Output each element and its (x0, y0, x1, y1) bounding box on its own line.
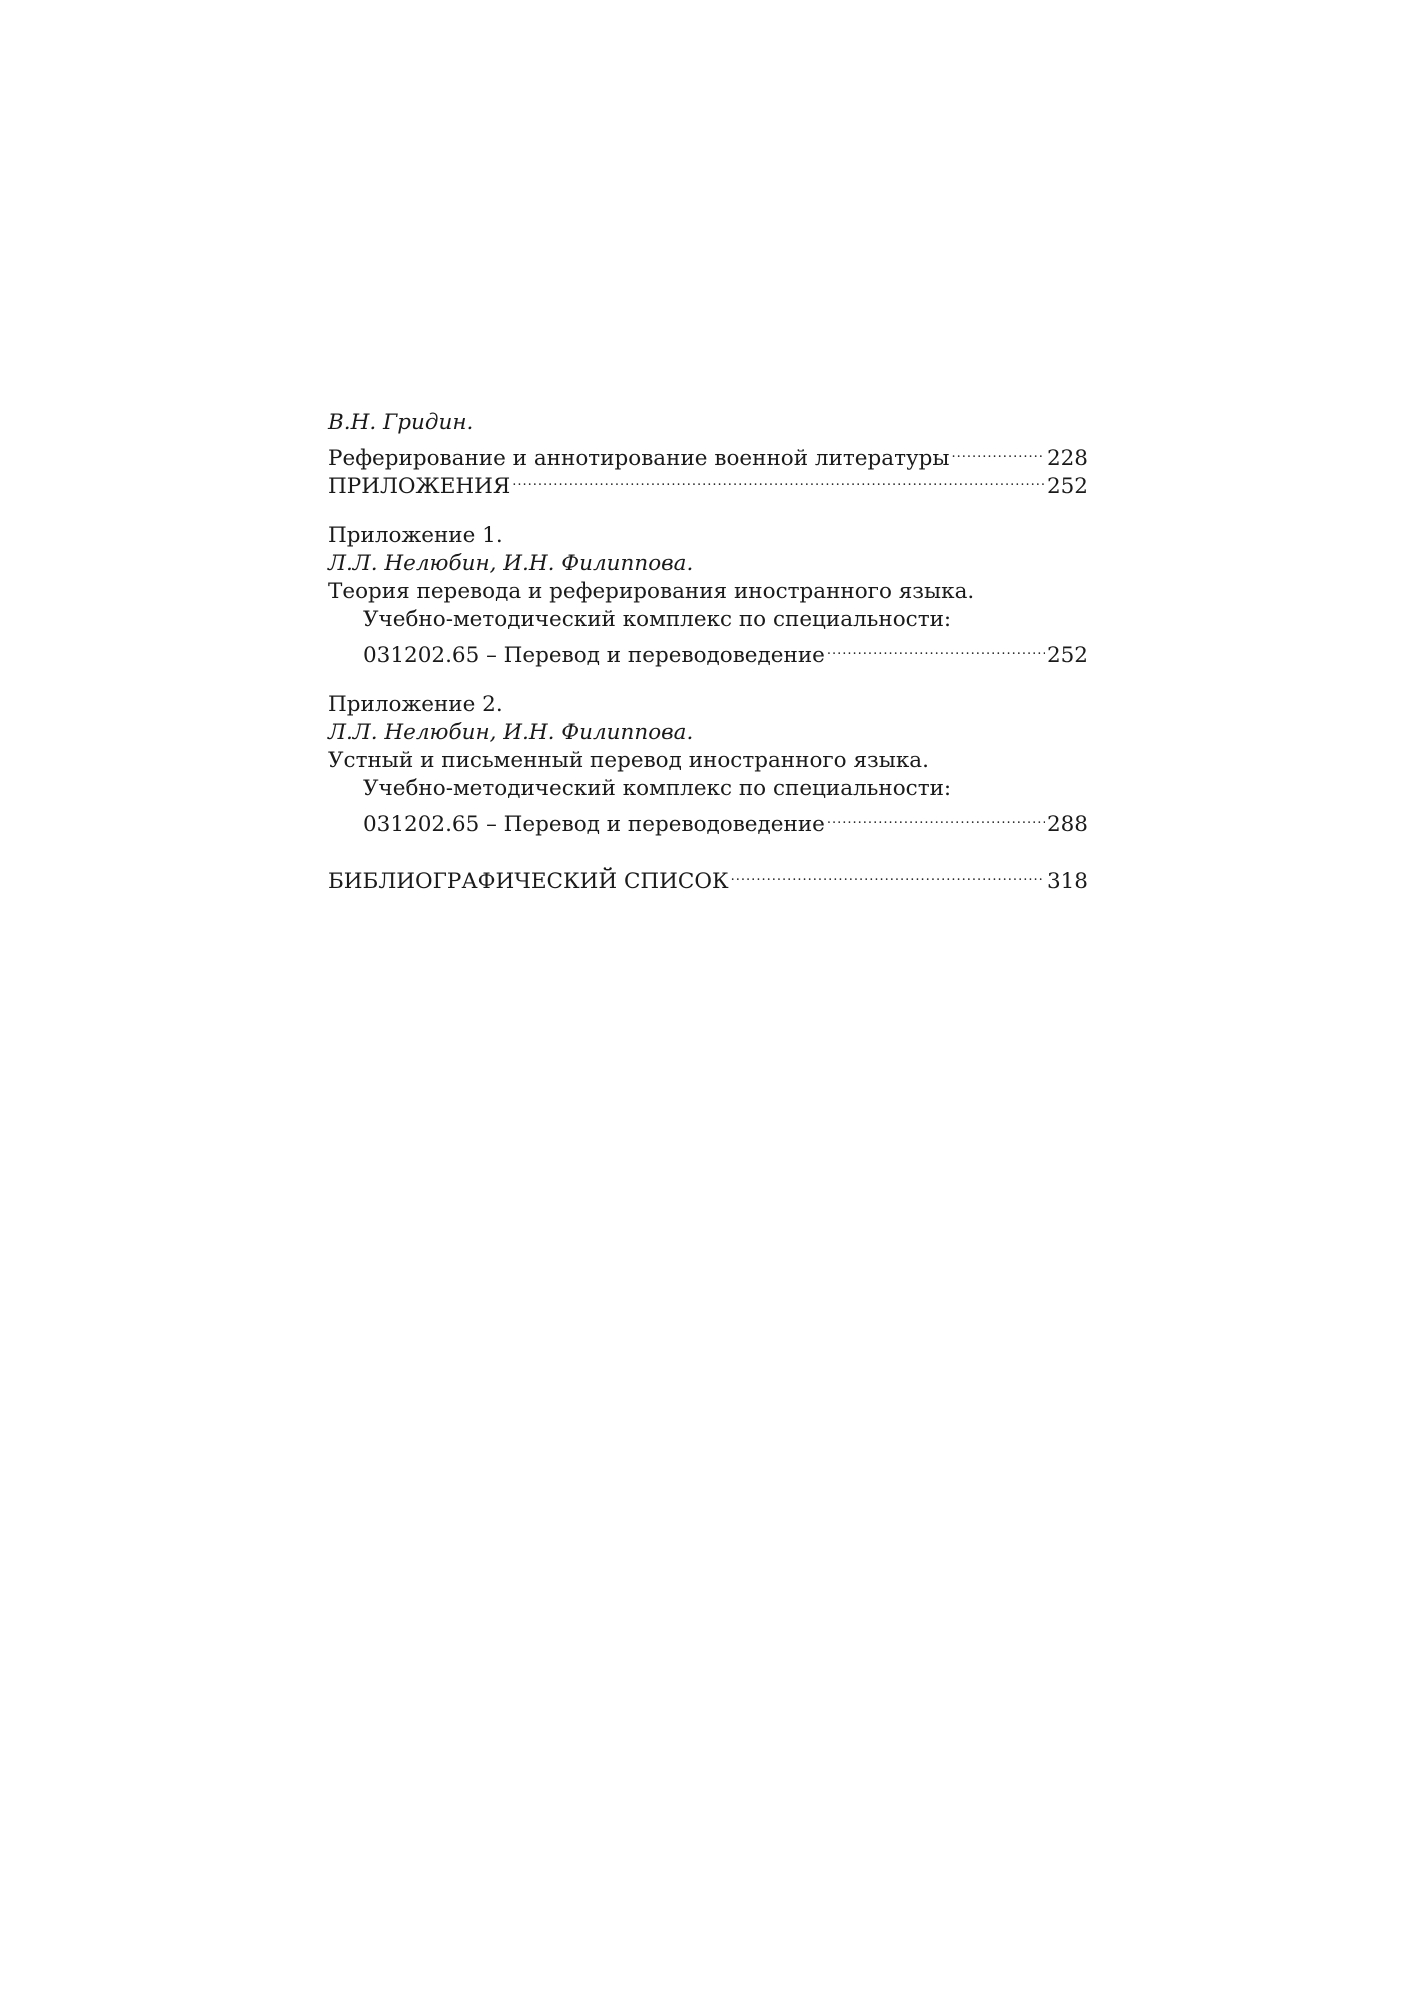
entry-title: ПРИЛОЖЕНИЯ (328, 474, 511, 499)
toc-entry-gridin[interactable] (328, 437, 1088, 471)
toc-appendix-1-authors (328, 550, 1088, 578)
page-number: 318 (1046, 869, 1088, 894)
entry-title: Устный и письменный перевод иностранного языка. (328, 748, 929, 773)
page-number: 228 (1046, 446, 1088, 471)
toc-appendix-1-title (328, 578, 1088, 606)
entry-title: Теория перевода и реферирования иностранного языка. (328, 579, 975, 604)
appendix-label: Приложение 2. (328, 692, 503, 717)
dot-leader (827, 634, 1045, 662)
dot-leader (951, 437, 1044, 465)
toc-entry-bibliography[interactable] (328, 860, 1088, 894)
entry-title: Реферирование и аннотирование военной литературы (328, 446, 950, 471)
toc-appendix-2-subtitle (328, 775, 1088, 803)
author-name: Л.Л. Нелюбин, И.Н. Филиппова. (328, 720, 694, 745)
entry-specialty: 031202.65 – Перевод и переводоведение (363, 812, 825, 837)
entry-specialty: 031202.65 – Перевод и переводоведение (363, 643, 825, 668)
dot-leader (827, 803, 1045, 831)
entry-subtitle: Учебно-методический комплекс по специальности: (363, 607, 952, 632)
page-number: 288 (1046, 812, 1088, 837)
toc-entry-appendix-2[interactable] (328, 803, 1088, 837)
appendix-label: Приложение 1. (328, 523, 503, 548)
toc-appendix-2-label (328, 691, 1088, 719)
entry-title: БИБЛИОГРАФИЧЕСКИЙ СПИСОК (328, 869, 729, 894)
entry-subtitle: Учебно-методический комплекс по специальности: (363, 776, 952, 801)
page-number: 252 (1046, 643, 1088, 668)
table-of-contents (328, 409, 1088, 894)
toc-author-gridin (328, 409, 1088, 437)
toc-appendix-2-authors (328, 719, 1088, 747)
author-name: Л.Л. Нелюбин, И.Н. Филиппова. (328, 551, 694, 576)
toc-appendix-1-subtitle (328, 606, 1088, 634)
dot-leader (512, 465, 1045, 493)
dot-leader (731, 860, 1045, 888)
page-number: 252 (1046, 474, 1088, 499)
toc-appendix-2-title (328, 747, 1088, 775)
author-name: В.Н. Гридин. (328, 410, 474, 435)
toc-entry-appendix-1[interactable] (328, 634, 1088, 668)
toc-appendix-1-label (328, 522, 1088, 550)
